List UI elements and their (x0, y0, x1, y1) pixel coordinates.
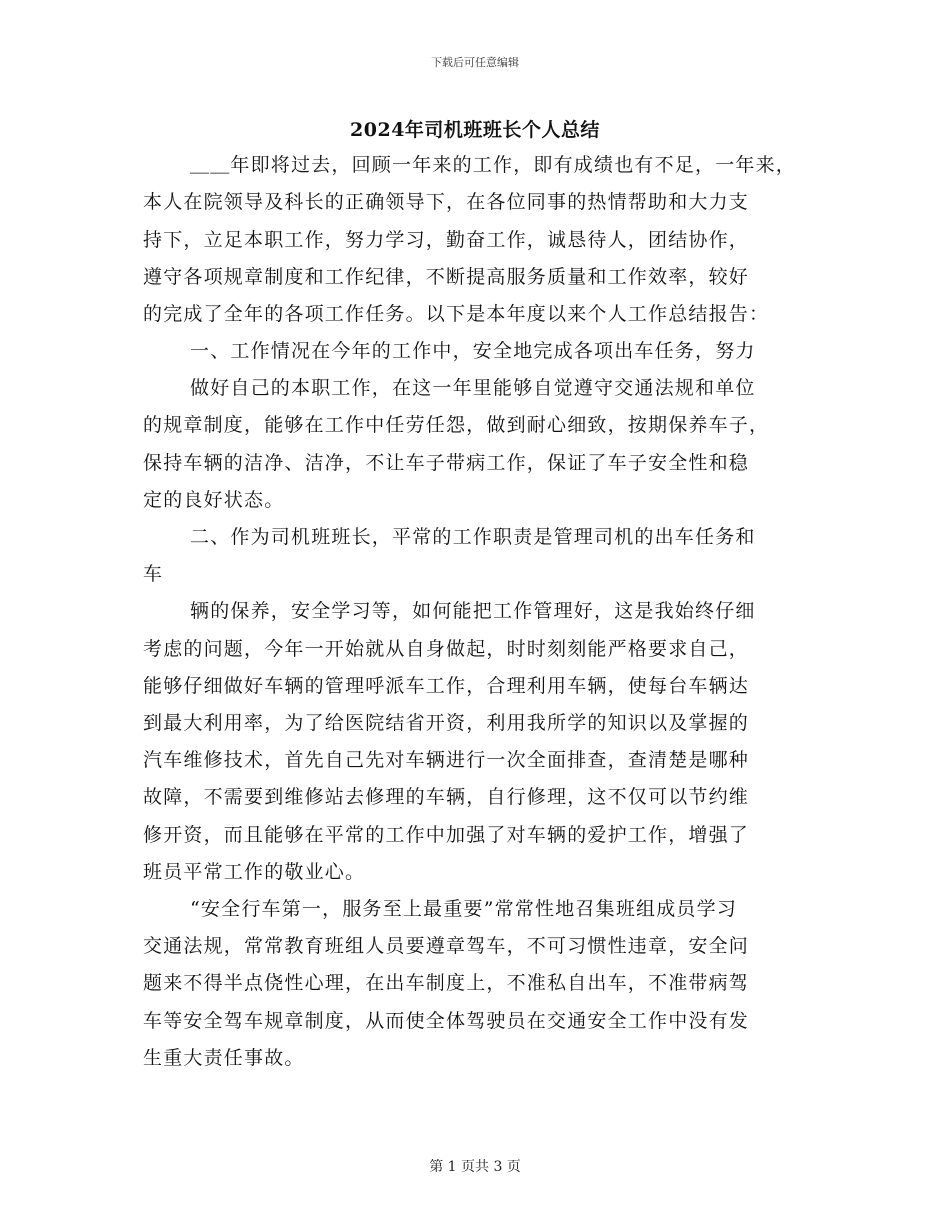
body-line: 题来不得半点侥性心理，在出车制度上，不准私自出车，不准带病驾 (143, 972, 750, 994)
body-line: 汽车维修技术，首先自己先对车辆进行一次全面排查，查清楚是哪种 (143, 749, 750, 771)
body-line: 故障，不需要到维修站去修理的车辆，自行修理，这不仅可以节约维 (143, 786, 750, 808)
body-line: 车等安全驾车规章制度，从而使全体驾驶员在交通安全工作中没有发 (143, 1010, 750, 1032)
body-line: 班员平常工作的敬业心。 (143, 861, 366, 883)
body-line: 修开资，而且能够在平常的工作中加强了对车辆的爱护工作，增强了 (143, 824, 750, 846)
document-title: 2024年司机班班长个人总结 (350, 119, 600, 141)
body-line: 本人在院领导及科长的正确领导下，在各位同事的热情帮助和大力支 (143, 191, 750, 213)
body-line: 车 (143, 563, 164, 585)
body-line: ＿＿年即将过去，回顾一年来的工作，即有成绩也有不足，一年来， (190, 154, 797, 176)
page-number: 第 1 页共 3 页 (429, 1159, 521, 1175)
body-line: 遵守各项规章制度和工作纪律，不断提高服务质量和工作效率，较好 (143, 266, 750, 288)
body-line: 保持车辆的洁净、洁净，不让车子带病工作，保证了车子安全性和稳 (143, 452, 750, 474)
body-line: 定的良好状态。 (143, 489, 285, 511)
body-line: 二、作为司机班班长，平常的工作职责是管理司机的出车任务和 (190, 526, 756, 548)
body-line: 持下，立足本职工作，努力学习，勤奋工作，诚恳待人，团结协作， (143, 229, 750, 251)
body-line: 能够仔细做好车辆的管理呼派车工作，合理利用车辆，使每台车辆达 (143, 675, 750, 697)
body-line: 考虑的问题，今年一开始就从自身做起，时时刻刻能严格要求自己， (143, 638, 750, 660)
body-line: “安全行车第一，服务至上最重要”常常性地召集班组成员学习 (190, 898, 738, 920)
header-note: 下载后可任意编辑 (431, 56, 519, 69)
body-line: 生重大责任事故。 (143, 1047, 305, 1069)
body-line: 交通法规，常常教育班组人员要遵章驾车，不可习惯性违章，安全问 (143, 935, 750, 957)
body-line: 做好自己的本职工作，在这一年里能够自觉遵守交通法规和单位 (190, 377, 756, 399)
body-line: 到最大利用率，为了给医院结省开资，利用我所学的知识以及掌握的 (143, 712, 750, 734)
body-line: 的完成了全年的各项工作任务。以下是本年度以来个人工作总结报告： (143, 303, 770, 325)
body-line: 辆的保养，安全学习等，如何能把工作管理好，这是我始终仔细 (190, 600, 756, 622)
body-line: 一、工作情况在今年的工作中，安全地完成各项出车任务，努力 (190, 340, 756, 362)
body-line: 的规章制度，能够在工作中任劳任怨，做到耐心细致，按期保养车子， (143, 414, 770, 436)
